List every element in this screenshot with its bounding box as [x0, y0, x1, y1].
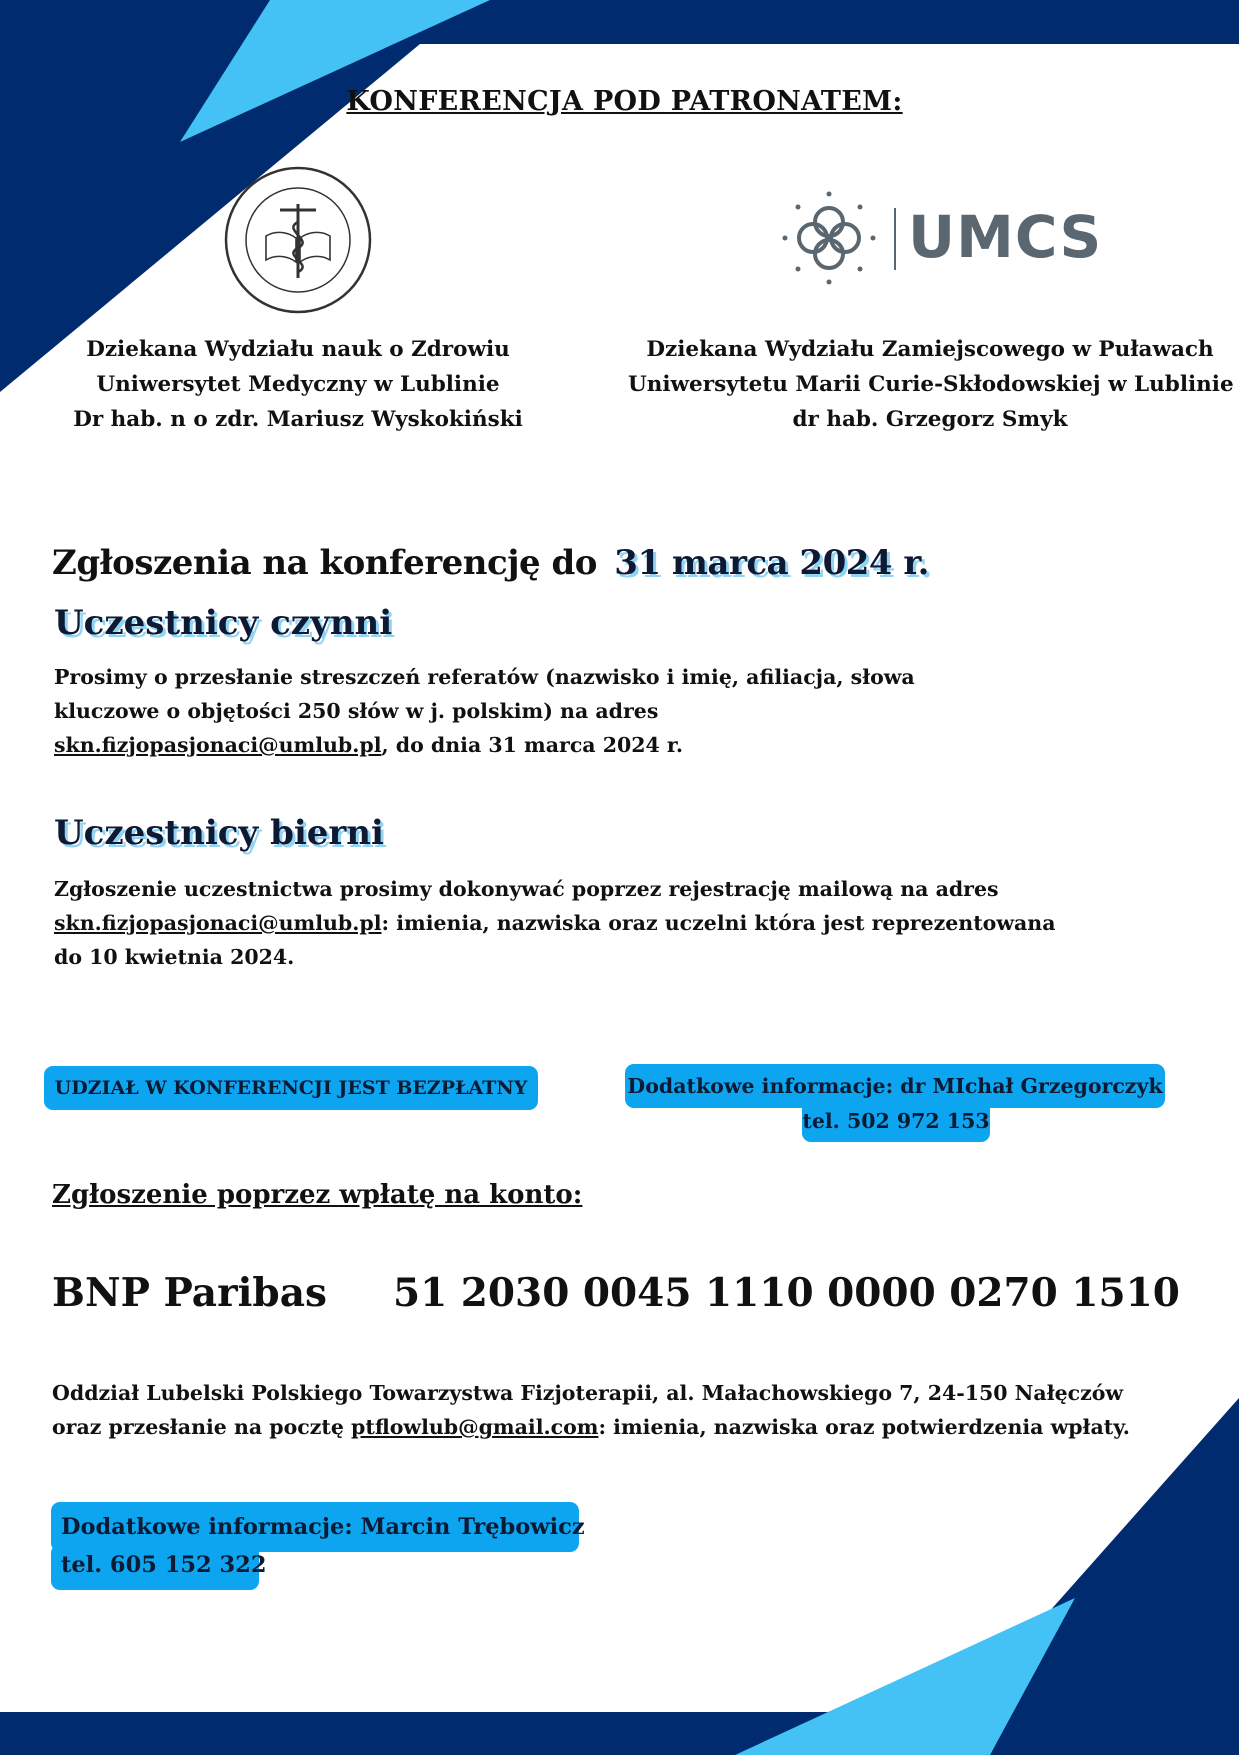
passive-line3: do 10 kwietnia 2024.: [54, 945, 295, 969]
passive-participants-heading: Uczestnicy bierni: [54, 813, 384, 853]
umcs-divider: [894, 208, 896, 270]
payment-line2-pre: oraz przesłanie na pocztę: [52, 1415, 352, 1439]
contact2-badge-line1: Dodatkowe informacje: Marcin Trębowicz: [51, 1502, 579, 1552]
free-participation-badge: UDZIAŁ W KONFERENCJI JEST BEZPŁATNY: [44, 1066, 538, 1110]
active-participants-text: [54, 660, 915, 762]
umcs-emblem-icon: [782, 190, 892, 290]
patron-umcs-line2: Uniwersytetu Marii Curie-Skłodowskiej w Lublinie: [628, 372, 1234, 397]
umlub-logo: [218, 158, 378, 318]
passive-participants-text: [54, 872, 1055, 974]
payment-line2-rest: : imienia, nazwiska oraz potwierdzenia wpłaty.: [598, 1415, 1130, 1439]
patron-umlub-line3: Dr hab. n o zdr. Mariusz Wyskokiński: [73, 407, 523, 432]
info-contact-badge-line2: tel. 502 972 153: [802, 1100, 990, 1142]
page-title: KONFERENCJA POD PATRONATEM:: [346, 86, 903, 117]
account-number: 51 2030 0045 1110 0000 0270 1510: [392, 1270, 1180, 1316]
patron-umlub-line2: Uniwersytet Medyczny w Lublinie: [96, 372, 500, 397]
active-participants-heading: Uczestnicy czynni: [54, 603, 393, 643]
registration-label: Zgłoszenia na konferencję do: [52, 543, 597, 583]
active-line2: kluczowe o objętości 250 słów w j. polskim) na adres: [54, 699, 659, 723]
active-email-link[interactable]: skn.fizjopasjonaci@umlub.pl: [54, 733, 382, 757]
bank-name: BNP Paribas: [52, 1270, 327, 1316]
bank-account: [52, 1270, 1180, 1316]
active-line3: [54, 728, 915, 762]
umcs-logo: [782, 190, 1103, 290]
patron-umcs-line3: dr hab. Grzegorz Smyk: [792, 407, 1068, 432]
payment-heading: Zgłoszenie poprzez wpłatę na konto:: [52, 1180, 583, 1210]
payment-line1: Oddział Lubelski Polskiego Towarzystwa Fizjoterapii, al. Małachowskiego 7, 24-150 Nałęczów: [52, 1381, 1124, 1405]
info-contact-badge-line1: Dodatkowe informacje: dr MIchał Grzegorczyk: [625, 1064, 1165, 1108]
umcs-wordmark: UMCS: [908, 203, 1103, 271]
patron-umlub: [48, 332, 548, 437]
registration-deadline-heading: [52, 543, 929, 583]
payment-details: [52, 1376, 1130, 1444]
passive-line1: Zgłoszenie uczestnictwa prosimy dokonywać poprzez rejestrację mailową na adres: [54, 877, 999, 901]
payment-line2: [52, 1410, 1130, 1444]
passive-email-link[interactable]: skn.fizjopasjonaci@umlub.pl: [54, 911, 382, 935]
active-line1: Prosimy o przesłanie streszczeń referatów (nazwisko i imię, afiliacja, słowa: [54, 665, 915, 689]
active-line3-rest: , do dnia 31 marca 2024 r.: [381, 733, 683, 757]
registration-deadline-date: 31 marca 2024 r.: [614, 543, 930, 583]
patron-umlub-line1: Dziekana Wydziału nauk o Zdrowiu: [86, 337, 510, 362]
payment-email-link[interactable]: ptflowlub@gmail.com: [351, 1415, 599, 1439]
passive-line2-rest: : imienia, nazwiska oraz uczelni która jest reprezentowana: [381, 911, 1056, 935]
patron-umcs-line1: Dziekana Wydziału Zamiejscowego w Puławach: [646, 337, 1214, 362]
passive-line2: [54, 906, 1055, 940]
contact2-badge-line2: tel. 605 152 322: [51, 1544, 259, 1590]
umlub-logo-text: [218, 158, 219, 159]
patron-umcs: [628, 332, 1232, 437]
